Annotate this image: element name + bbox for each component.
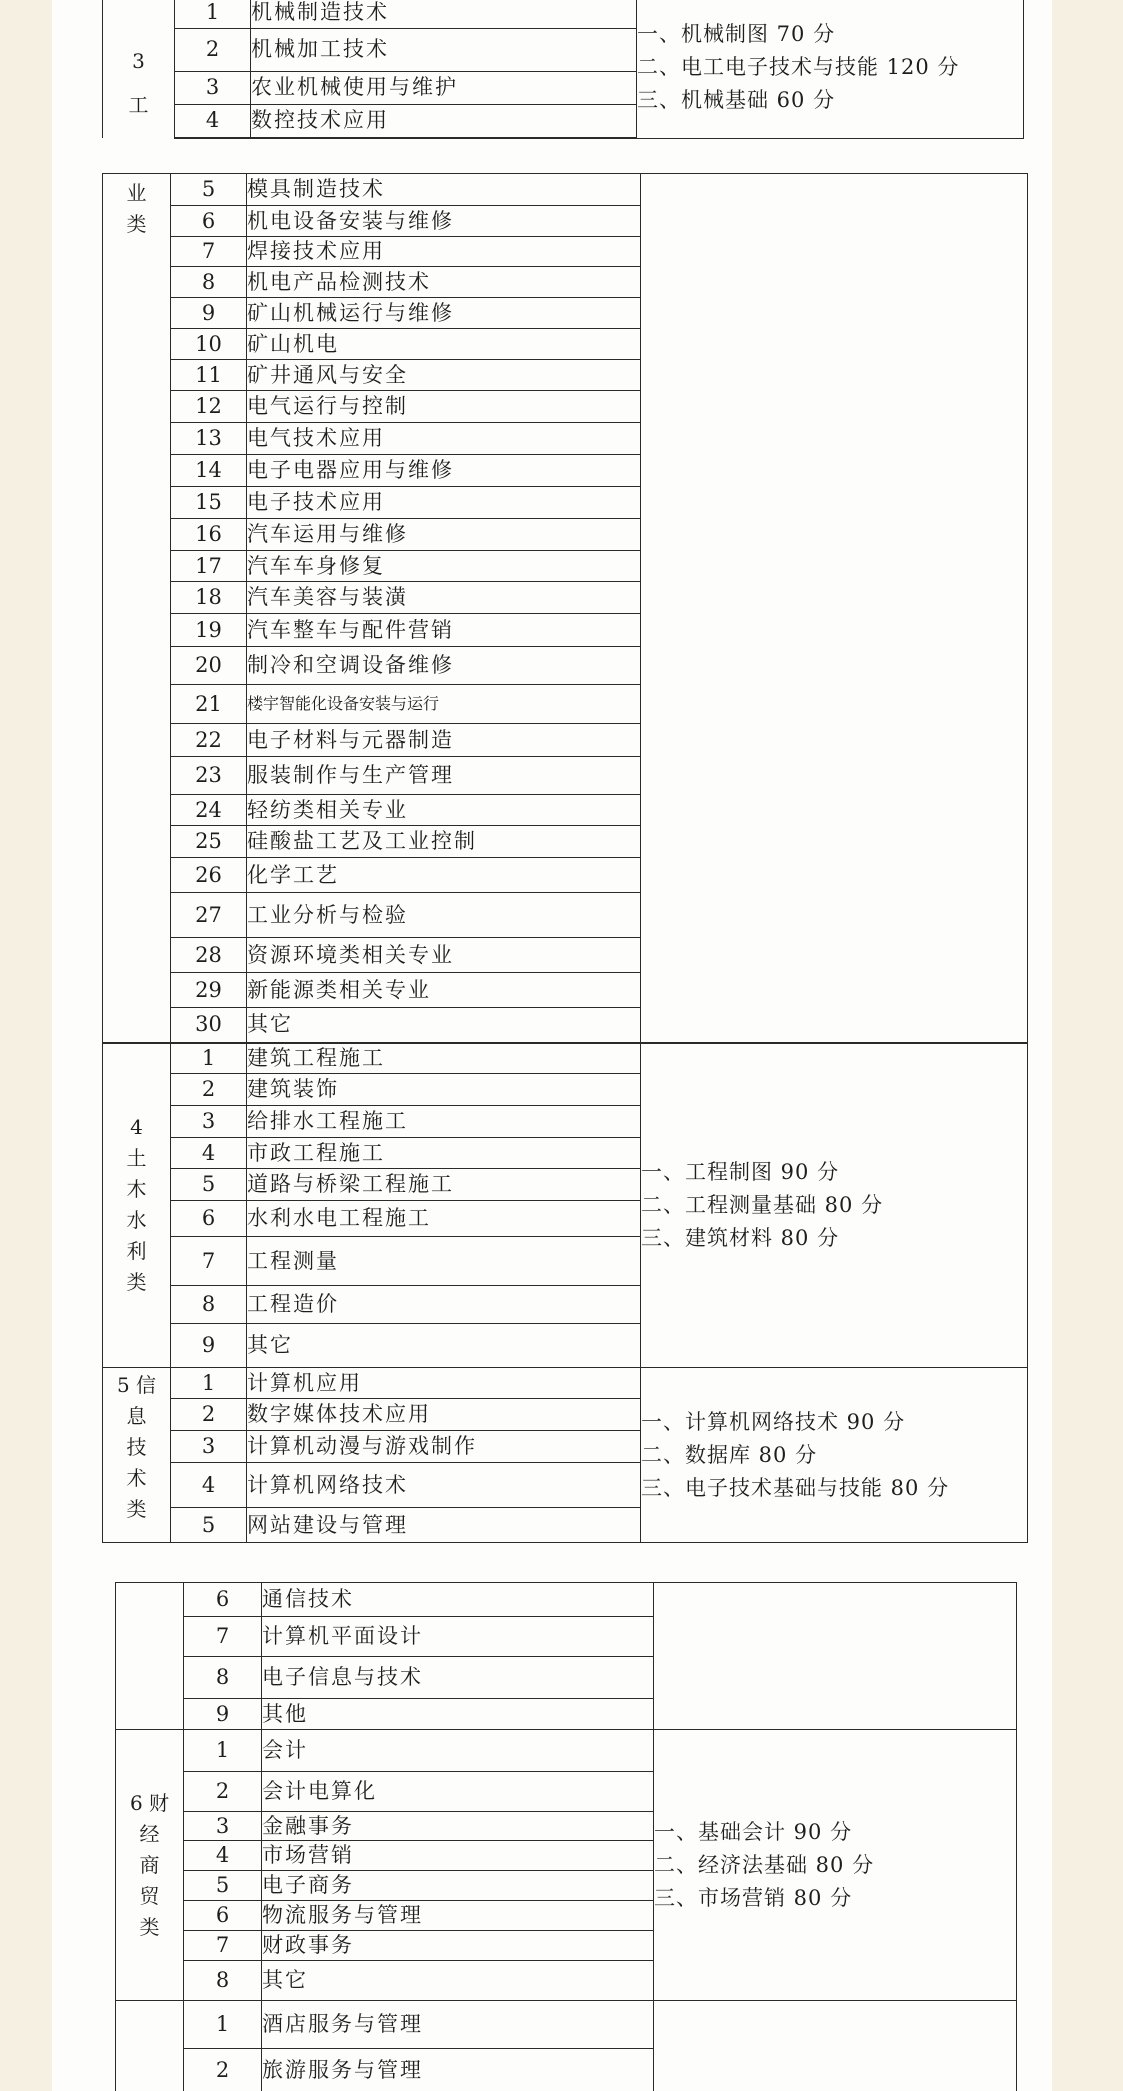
table-row: 27 工业分析与检验	[103, 893, 1028, 938]
table-row: 3 计算机动漫与游戏制作	[103, 1431, 1028, 1463]
table-row: 7 计算机平面设计	[116, 1617, 1017, 1657]
category-cell: 业 类	[103, 174, 171, 1043]
table-fragment-2	[102, 173, 1030, 1551]
table-row: 2 数字媒体技术应用	[103, 1399, 1028, 1431]
table-row: 4 市场营销	[116, 1841, 1017, 1871]
table-row: 2 机械加工技术	[103, 28, 1024, 71]
subjects-cell: 一、计算机网络技术 90 分 二、数据库 80 分 三、电子技术基础与技能 80 分	[641, 1368, 1028, 1543]
table-row: 25 硅酸盐工艺及工业控制	[103, 826, 1028, 858]
table-fragment-1	[102, 0, 1026, 140]
table-row: 8 其它	[116, 1961, 1017, 2001]
category-cell-empty	[116, 2001, 184, 2091]
table-row: 19 汽车整车与配件营销	[103, 614, 1028, 647]
table-row: 9 其他	[116, 1699, 1017, 1730]
table-row: 4 数控技术应用	[103, 104, 1024, 138]
table-row: 4 计算机网络技术	[103, 1463, 1028, 1508]
subjects-cell-empty	[641, 174, 1028, 1043]
table-row: 5 道路与桥梁工程施工	[103, 1169, 1028, 1201]
table-row: 6 物流服务与管理	[116, 1901, 1017, 1931]
table-row: 4 土 木 水 利 类 1 建筑工程施工 一、工程制图 90 分 二、工程测量基础 80 分 三、建筑材料 80 分	[103, 1043, 1028, 1074]
table-row: 8 工程造价	[103, 1286, 1028, 1324]
table-row: 3 金融事务	[116, 1812, 1017, 1841]
category-cell: 3	[103, 0, 175, 71]
table-row: 4 市政工程施工	[103, 1138, 1028, 1169]
table-row: 2 旅游服务与管理	[116, 2049, 1017, 2091]
table-row: 13 电气技术应用	[103, 423, 1028, 455]
subjects-cell: 一、工程制图 90 分 二、工程测量基础 80 分 三、建筑材料 80 分	[641, 1043, 1028, 1368]
table-row: 2 会计电算化	[116, 1772, 1017, 1812]
table-row: 3 1 机械制造技术 一、机械制图 70 分 二、电工电子技术与技能 120 分 三、机械基础 60 分	[103, 0, 1024, 28]
table-row: 26 化学工艺	[103, 858, 1028, 893]
table-row: 9 矿山机械运行与维修	[103, 298, 1028, 329]
table-row: 16 汽车运用与维修	[103, 519, 1028, 551]
subjects-cell-empty	[654, 1583, 1017, 1730]
table-row: 14 电子电器应用与维修	[103, 455, 1028, 487]
table-row: 20 制冷和空调设备维修	[103, 647, 1028, 685]
table-row: 22 电子材料与元器制造	[103, 724, 1028, 757]
table-row: 7 财政事务	[116, 1931, 1017, 1961]
category-cell: 5 信 息 技 术 类	[103, 1368, 171, 1543]
table-row: 6 财 经 商 贸 类 1 会计 一、基础会计 90 分 二、经济法基础 80 分 三、市场营销 80 分	[116, 1730, 1017, 1772]
table-row: 5 信 息 技 术 类 1 计算机应用 一、计算机网络技术 90 分 二、数据库 80 分 三、电子技术基础与技能 80 分	[103, 1368, 1028, 1399]
table-row: 9 其它	[103, 1324, 1028, 1368]
subjects-cell: 一、基础会计 90 分 二、经济法基础 80 分 三、市场营销 80 分	[654, 1730, 1017, 2001]
table-row: 12 电气运行与控制	[103, 391, 1028, 423]
table-row: 18 汽车美容与装潢	[103, 582, 1028, 614]
table-row: 15 电子技术应用	[103, 487, 1028, 519]
table-row: 2 建筑装饰	[103, 1074, 1028, 1106]
table-row: 29 新能源类相关专业	[103, 973, 1028, 1008]
table-row: 8 电子信息与技术	[116, 1657, 1017, 1699]
table-row: 业 类 5 模具制造技术	[103, 174, 1028, 206]
category-cell: 4 土 木 水 利 类	[103, 1043, 171, 1368]
table-row: 30 其它	[103, 1008, 1028, 1043]
table-fragment-3	[115, 1582, 1019, 2091]
table-row: 24 轻纺类相关专业	[103, 795, 1028, 826]
table-row: 6 通信技术	[116, 1583, 1017, 1617]
table-row: 工 3 农业机械使用与维护	[103, 71, 1024, 104]
table-row: 11 矿井通风与安全	[103, 360, 1028, 391]
table-row: 3 给排水工程施工	[103, 1106, 1028, 1138]
table-row: 23 服装制作与生产管理	[103, 757, 1028, 795]
category-cell: 工	[103, 71, 175, 138]
table-row: 1 酒店服务与管理	[116, 2001, 1017, 2049]
category-cell: 6 财 经 商 贸 类	[116, 1730, 184, 2001]
subjects-cell: 一、机械制图 70 分 二、电工电子技术与技能 120 分 三、机械基础 60 分	[637, 0, 1024, 138]
table-row: 5 电子商务	[116, 1871, 1017, 1901]
table-row: 17 汽车车身修复	[103, 551, 1028, 582]
category-cell-empty	[116, 1583, 184, 1730]
table-row: 6 机电设备安装与维修	[103, 206, 1028, 237]
table-row: 10 矿山机电	[103, 329, 1028, 360]
table-row: 7 工程测量	[103, 1237, 1028, 1286]
table-row: 6 水利水电工程施工	[103, 1201, 1028, 1237]
table-row: 7 焊接技术应用	[103, 237, 1028, 267]
table-row: 5 网站建设与管理	[103, 1508, 1028, 1543]
table-row: 21 楼宇智能化设备安装与运行	[103, 685, 1028, 724]
table-row: 28 资源环境类相关专业	[103, 938, 1028, 973]
table-row: 8 机电产品检测技术	[103, 267, 1028, 298]
subjects-cell-empty	[654, 2001, 1017, 2091]
